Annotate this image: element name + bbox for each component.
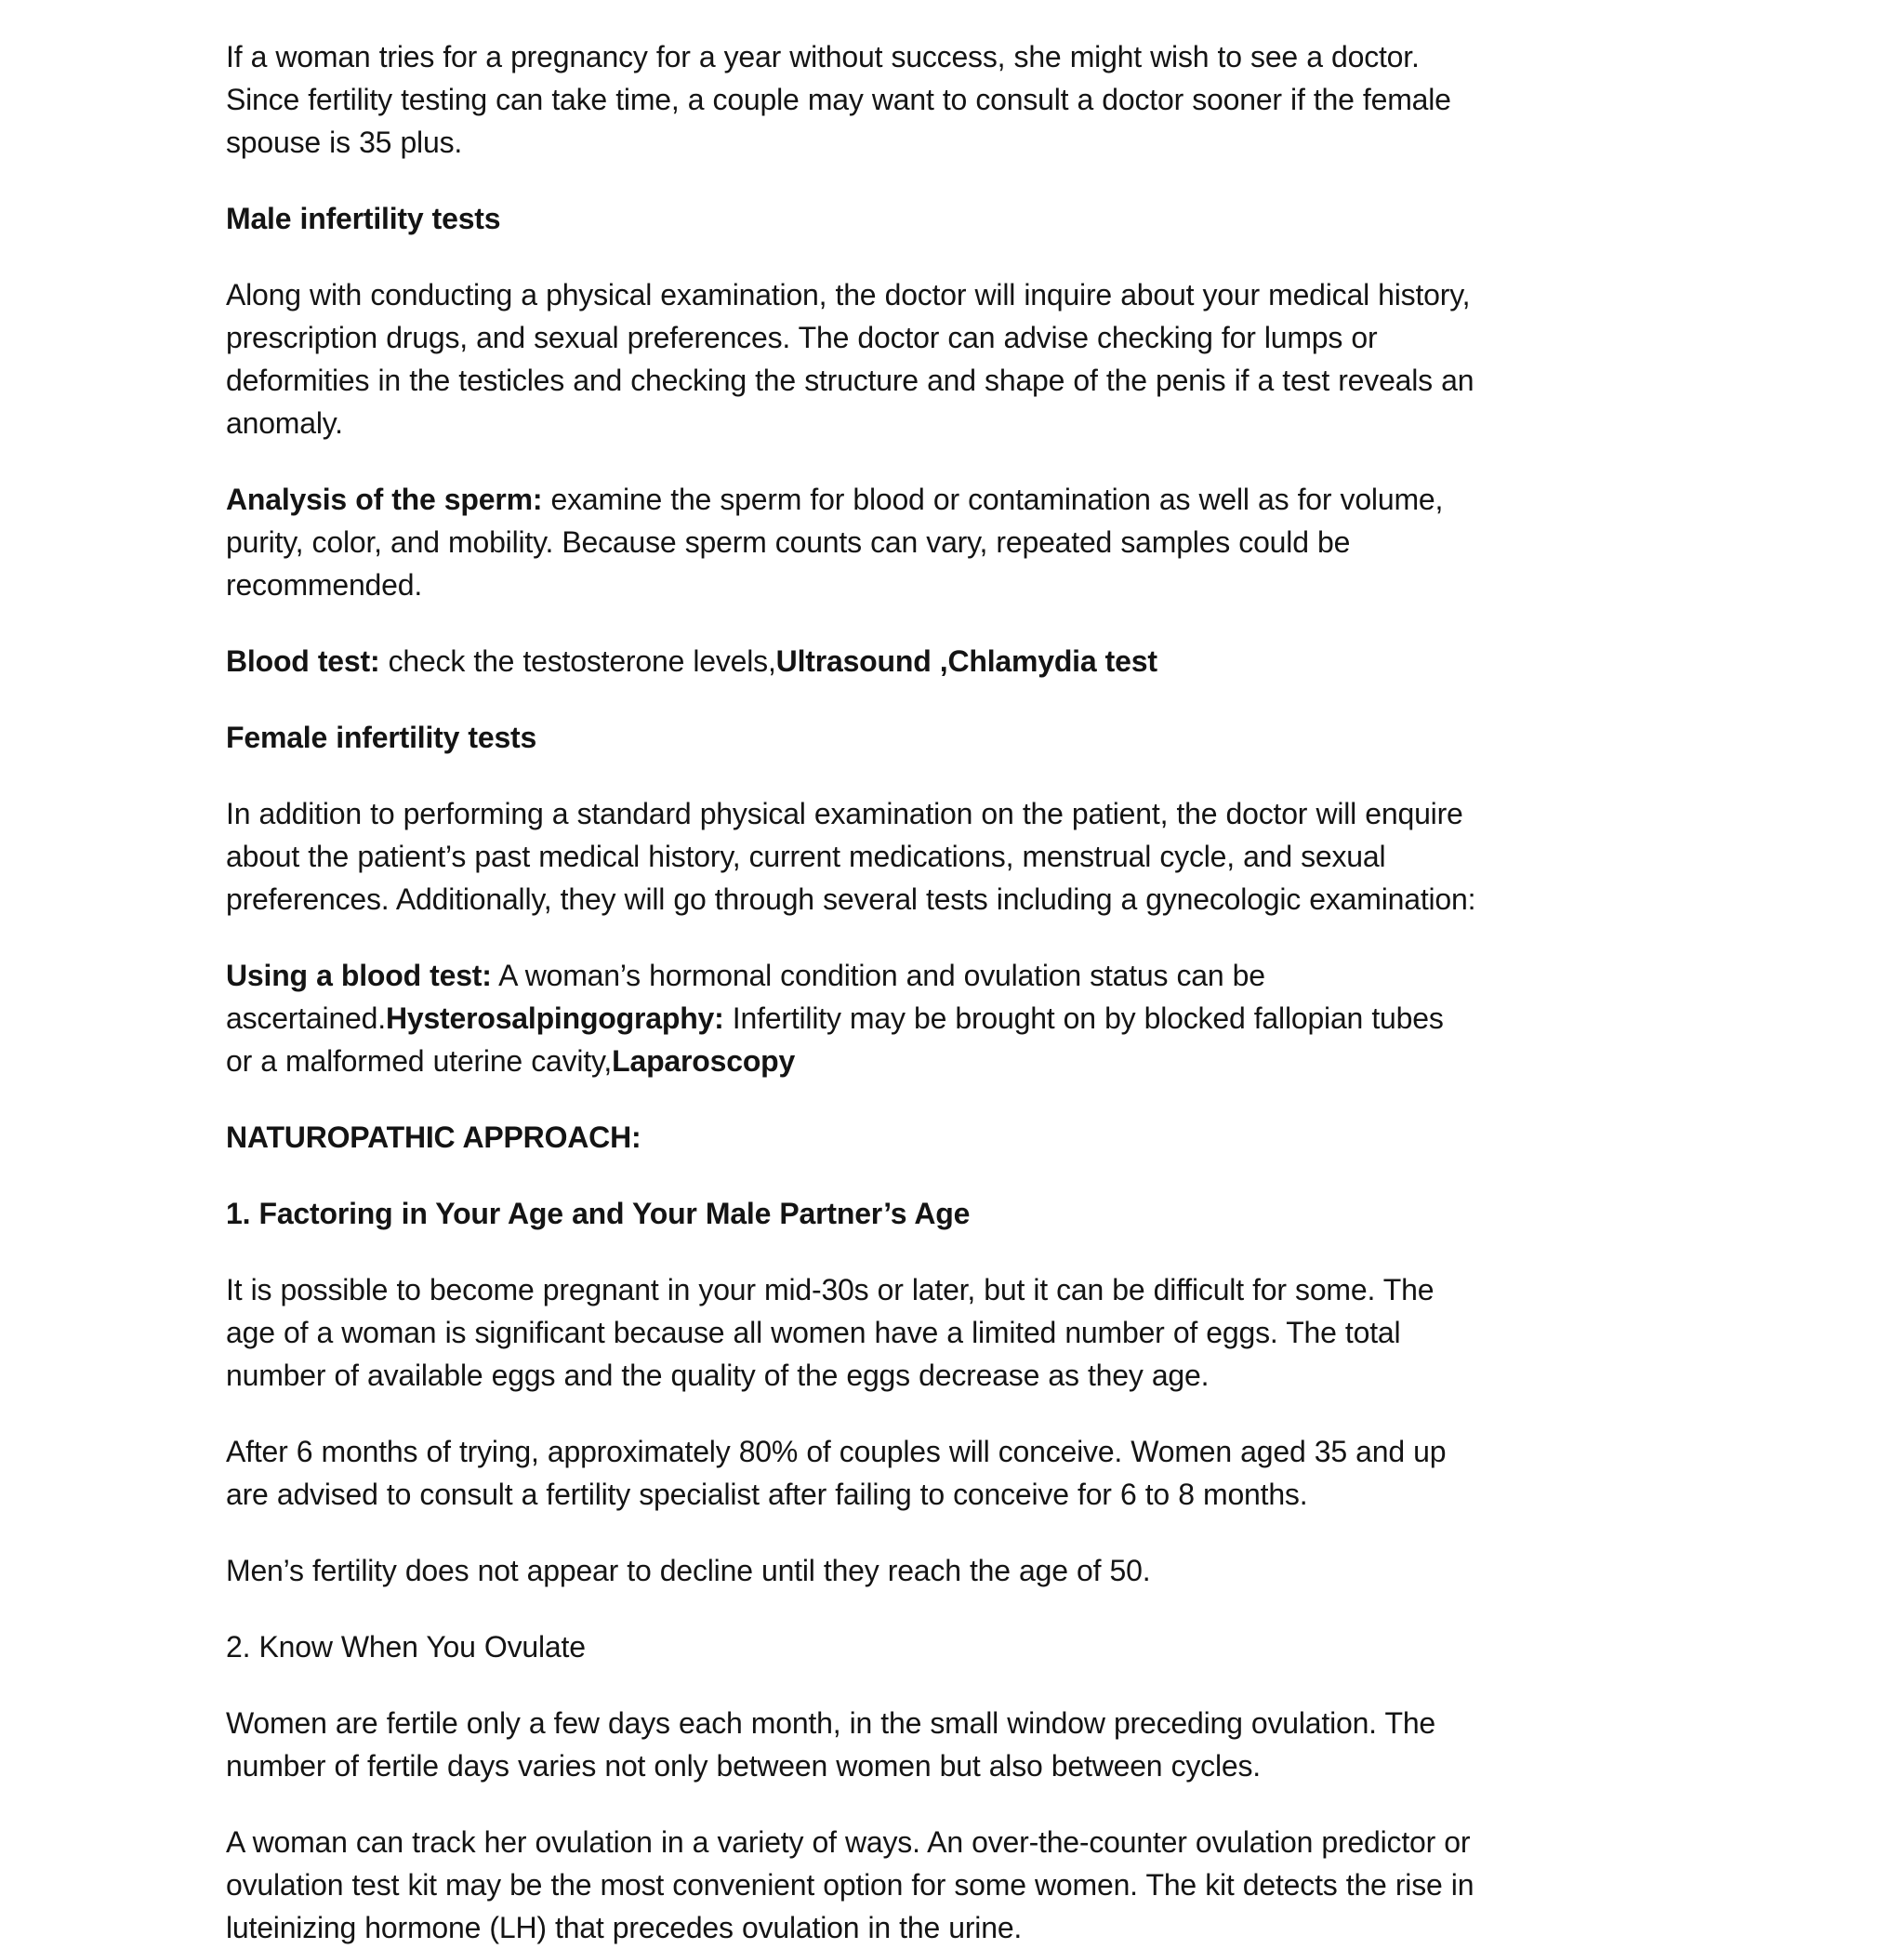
paragraph bbox=[226, 35, 1476, 164]
paragraph bbox=[226, 1549, 1476, 1592]
bold-text-run: Hysterosalpingography: bbox=[385, 1001, 724, 1035]
paragraph bbox=[226, 1702, 1476, 1787]
paragraph bbox=[226, 640, 1476, 683]
paragraph bbox=[226, 1625, 1476, 1668]
bold-text-run: Male infertility tests bbox=[226, 202, 501, 235]
heading bbox=[226, 1116, 1476, 1159]
text-run: In addition to performing a standard physical examination on the patient, the doctor will enquire about the patient’s past medical history, current medications, menstrual cycle, and sexual preferences. Additionally, they will go through several tests including a gynecologic examination: bbox=[226, 797, 1476, 916]
heading bbox=[226, 197, 1476, 240]
bold-text-run: Blood test: bbox=[226, 644, 380, 678]
bold-text-run: Analysis of the sperm: bbox=[226, 483, 543, 516]
text-run: If a woman tries for a pregnancy for a year without success, she might wish to see a doctor. Since fertility testing can take time, a couple may want to consult a doctor sooner if the female spouse is 35 plus. bbox=[226, 40, 1451, 159]
text-run: 2. Know When You Ovulate bbox=[226, 1630, 586, 1664]
text-run: Infertility may be brought on by blocked fallopian tubes or a malformed uterine cavity, bbox=[226, 1001, 1444, 1078]
bold-text-run: Laparoscopy bbox=[612, 1044, 796, 1078]
paragraph bbox=[226, 1821, 1476, 1949]
document-body bbox=[226, 35, 1476, 1949]
bold-text-run: Using a blood test: bbox=[226, 959, 492, 992]
paragraph bbox=[226, 792, 1476, 921]
text-run: Men’s fertility does not appear to decline until they reach the age of 50. bbox=[226, 1554, 1151, 1587]
bold-text-run: NATUROPATHIC APPROACH: bbox=[226, 1120, 641, 1154]
paragraph bbox=[226, 1268, 1476, 1397]
text-run: Women are fertile only a few days each month, in the small window preceding ovulation. The number of fertile days varies not only between women but also between cycles. bbox=[226, 1706, 1436, 1783]
heading bbox=[226, 1192, 1476, 1235]
text-run: After 6 months of trying, approximately 80% of couples will conceive. Women aged 35 and up are advised to consult a fertility specialist after failing to conceive for 6 to 8 months. bbox=[226, 1435, 1447, 1511]
bold-text-run: Female infertility tests bbox=[226, 721, 537, 754]
text-run: check the testosterone levels, bbox=[379, 644, 776, 678]
text-run: examine the sperm for blood or contamination as well as for volume, purity, color, and mobility. Because sperm counts can vary, repeated samples could be recommended. bbox=[226, 483, 1444, 602]
text-run: Along with conducting a physical examination, the doctor will inquire about your medical history, prescription drugs, and sexual preferences. The doctor can advise checking for lumps or deformities in the testicles and checking the structure and shape of the penis if a test reveals an anomaly. bbox=[226, 278, 1474, 440]
paragraph bbox=[226, 954, 1476, 1082]
heading bbox=[226, 716, 1476, 759]
text-run: It is possible to become pregnant in your mid-30s or later, but it can be difficult for some. The age of a woman is significant because all women have a limited number of eggs. The total number of available eggs and the quality of the eggs decrease as they age. bbox=[226, 1273, 1435, 1392]
bold-text-run: 1. Factoring in Your Age and Your Male Partner’s Age bbox=[226, 1197, 971, 1230]
text-run: A woman can track her ovulation in a variety of ways. An over-the-counter ovulation predictor or ovulation test kit may be the most convenient option for some women. The kit detects the rise in luteinizing hormone (LH) that precedes ovulation in the urine. bbox=[226, 1825, 1474, 1944]
paragraph bbox=[226, 478, 1476, 606]
paragraph bbox=[226, 1430, 1476, 1516]
text-run: A woman’s hormonal condition and ovulation status can be ascertained. bbox=[226, 959, 1265, 1035]
paragraph bbox=[226, 273, 1476, 444]
bold-text-run: Ultrasound ,Chlamydia test bbox=[775, 644, 1157, 678]
